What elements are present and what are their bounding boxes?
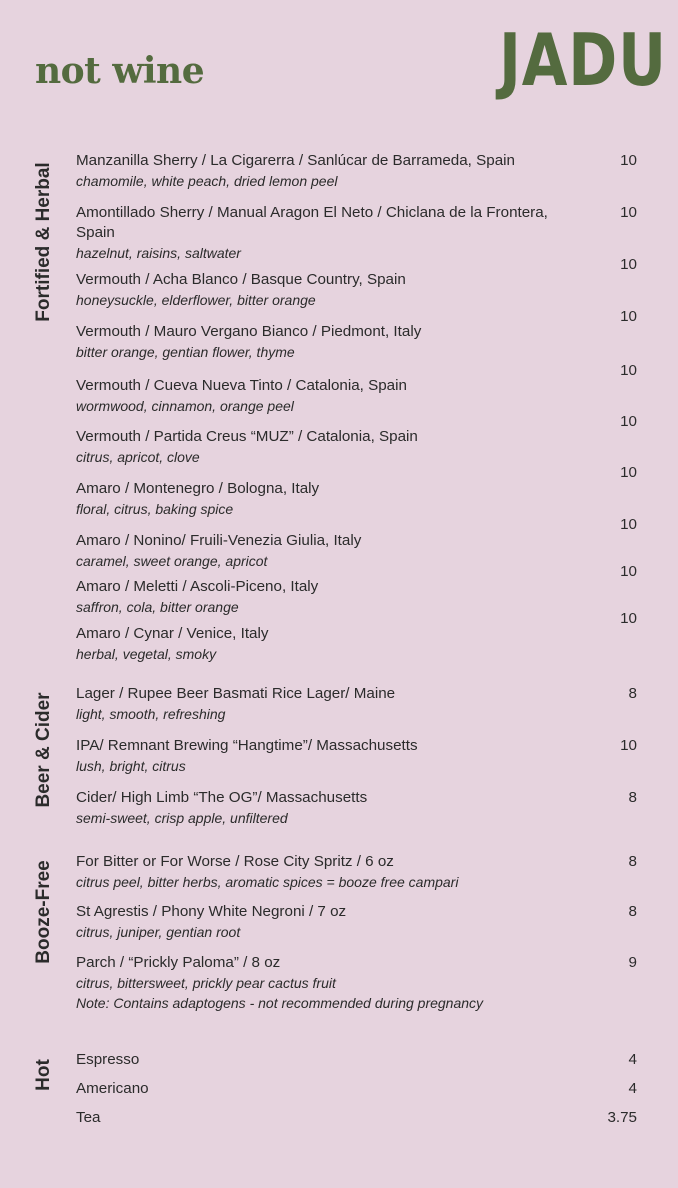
section-label-beer-cider: Beer & Cider bbox=[33, 692, 54, 808]
item-description: caramel, sweet orange, apricot bbox=[76, 553, 268, 569]
page-title: not wine bbox=[35, 50, 205, 92]
item-price: 8 bbox=[628, 789, 637, 806]
list-item bbox=[76, 852, 586, 892]
list-item bbox=[76, 1108, 586, 1128]
section-label-fortified: Fortified & Herbal bbox=[33, 162, 54, 322]
list-item bbox=[76, 1050, 586, 1070]
list-item bbox=[76, 788, 586, 828]
item-name: Tea bbox=[76, 1109, 101, 1126]
item-description: citrus, juniper, gentian root bbox=[76, 924, 241, 940]
list-item bbox=[76, 531, 586, 571]
item-description: wormwood, cinnamon, orange peel bbox=[76, 398, 294, 414]
item-description: citrus, bittersweet, prickly pear cactus fruit bbox=[76, 975, 336, 991]
item-price: 8 bbox=[628, 853, 637, 870]
item-price: 3.75 bbox=[607, 1109, 637, 1126]
item-name: Vermouth / Acha Blanco / Basque Country, Spain bbox=[76, 271, 406, 288]
list-item bbox=[76, 270, 586, 310]
item-description: light, smooth, refreshing bbox=[76, 706, 226, 722]
item-name: Vermouth / Partida Creus “MUZ” / Catalonia, Spain bbox=[76, 428, 418, 445]
item-price: 10 bbox=[620, 256, 637, 273]
item-description: saffron, cola, bitter orange bbox=[76, 599, 239, 615]
item-name: Amaro / Meletti / Ascoli-Piceno, Italy bbox=[76, 578, 319, 595]
item-name: Lager / Rupee Beer Basmati Rice Lager/ Maine bbox=[76, 685, 396, 702]
item-price: 10 bbox=[620, 152, 637, 169]
item-description: chamomile, white peach, dried lemon peel bbox=[76, 173, 338, 189]
item-name: St Agrestis / Phony White Negroni / 7 oz bbox=[76, 903, 347, 920]
item-description: citrus, apricot, clove bbox=[76, 449, 200, 465]
item-price: 10 bbox=[620, 516, 637, 533]
section-label-booze-free: Booze-Free bbox=[33, 860, 54, 964]
section-label-hot: Hot bbox=[33, 1059, 54, 1091]
item-description: semi-sweet, crisp apple, unfiltered bbox=[76, 810, 288, 826]
item-name: Americano bbox=[76, 1080, 149, 1097]
item-name: Cider/ High Limb “The OG”/ Massachusetts bbox=[76, 789, 368, 806]
item-price: 8 bbox=[628, 685, 637, 702]
item-name: For Bitter or For Worse / Rose City Spritz / 6 oz bbox=[76, 853, 394, 870]
brand-logo: JADU bbox=[499, 18, 667, 102]
item-price: 10 bbox=[620, 563, 637, 580]
list-item bbox=[76, 902, 586, 942]
item-description: herbal, vegetal, smoky bbox=[76, 646, 217, 662]
item-price: 10 bbox=[620, 308, 637, 325]
item-price: 10 bbox=[620, 413, 637, 430]
item-name: Parch / “Prickly Paloma” / 8 oz bbox=[76, 954, 281, 971]
list-item bbox=[76, 1079, 586, 1099]
item-price: 4 bbox=[628, 1051, 637, 1068]
list-item bbox=[76, 479, 586, 519]
item-description: bitter orange, gentian flower, thyme bbox=[76, 344, 295, 360]
list-item bbox=[76, 322, 586, 362]
list-item bbox=[76, 684, 586, 724]
item-name: Manzanilla Sherry / La Cigarerra / Sanlúcar de Barrameda, Spain bbox=[76, 152, 515, 169]
list-item bbox=[76, 624, 586, 664]
item-price: 9 bbox=[628, 954, 637, 971]
item-name: Vermouth / Mauro Vergano Bianco / Piedmont, Italy bbox=[76, 323, 422, 340]
item-description: honeysuckle, elderflower, bitter orange bbox=[76, 292, 316, 308]
item-name: Amontillado Sherry / Manual Aragon El Neto / Chiclana de la Frontera, Spain bbox=[76, 204, 548, 241]
item-price: 10 bbox=[620, 464, 637, 481]
item-name: Espresso bbox=[76, 1051, 140, 1068]
item-price: 8 bbox=[628, 903, 637, 920]
item-price: 4 bbox=[628, 1080, 637, 1097]
list-item bbox=[76, 376, 586, 416]
item-description: lush, bright, citrus bbox=[76, 758, 186, 774]
item-price: 10 bbox=[620, 737, 637, 754]
item-description: floral, citrus, baking spice bbox=[76, 501, 234, 517]
list-item bbox=[76, 151, 586, 191]
item-name: Amaro / Cynar / Venice, Italy bbox=[76, 625, 269, 642]
item-name: Amaro / Montenegro / Bologna, Italy bbox=[76, 480, 320, 497]
item-description: citrus peel, bitter herbs, aromatic spices = booze free campari bbox=[76, 874, 459, 890]
item-name: IPA/ Remnant Brewing “Hangtime”/ Massachusetts bbox=[76, 737, 418, 754]
item-name: Amaro / Nonino/ Fruili-Venezia Giulia, Italy bbox=[76, 532, 362, 549]
list-item bbox=[76, 953, 586, 1013]
item-note: Note: Contains adaptogens - not recommended during pregnancy bbox=[76, 995, 484, 1011]
item-name: Vermouth / Cueva Nueva Tinto / Catalonia, Spain bbox=[76, 377, 407, 394]
list-item bbox=[76, 577, 586, 617]
list-item bbox=[76, 736, 586, 776]
item-price: 10 bbox=[620, 362, 637, 379]
item-price: 10 bbox=[620, 204, 637, 221]
list-item bbox=[76, 427, 586, 467]
item-description: hazelnut, raisins, saltwater bbox=[76, 245, 241, 261]
list-item bbox=[76, 203, 586, 263]
item-price: 10 bbox=[620, 610, 637, 627]
